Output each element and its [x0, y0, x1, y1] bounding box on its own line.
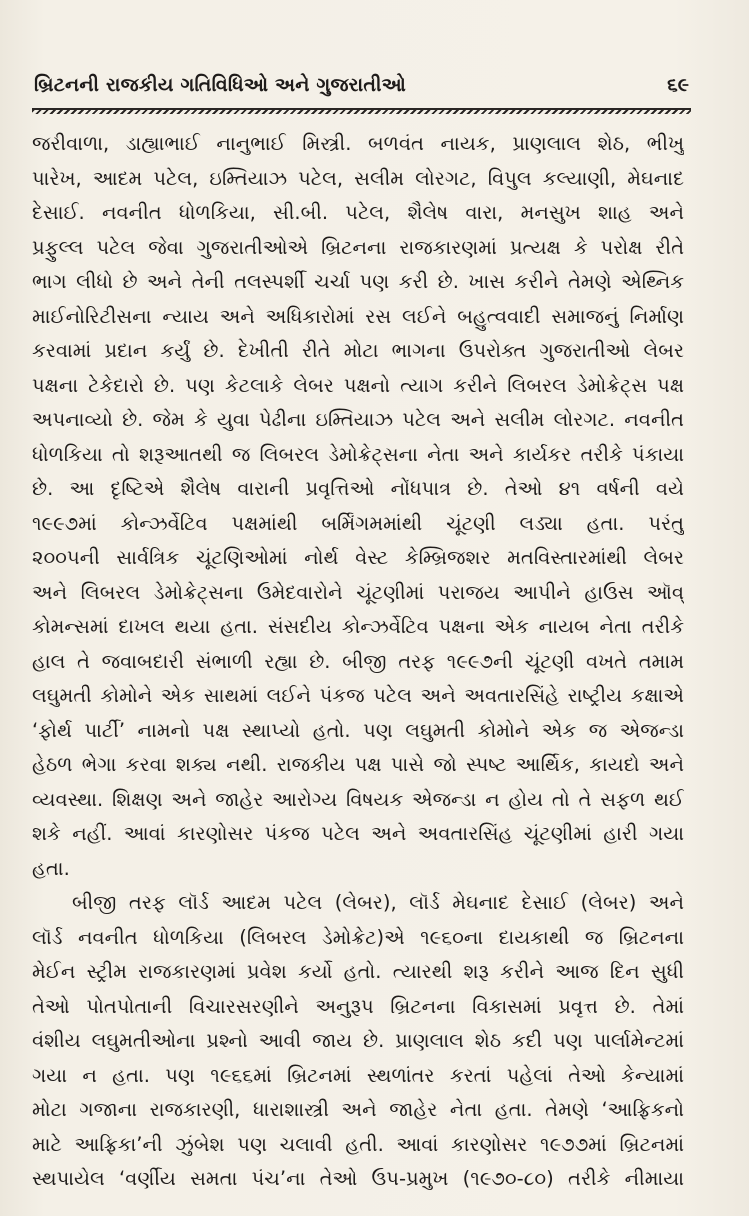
header-rule [32, 108, 691, 114]
text-line: વ્યવસ્થા. શિક્ષણ અને જાહેર આરોગ્ય વિષયક એજન્ડા ન હોય તો તે સફળ થઈ [32, 787, 684, 811]
text-line: લઘુમતી કોમોને એક સાથમાં લઈને પંકજ પટેલ અને અવતારસિંહે રાષ્ટ્રીય કક્ષાએ [32, 684, 684, 707]
text-line: મોટા ગજાના રાજકારણી, ધારાશાસ્ત્રી અને જાહેર નેતા હતા. તેમણે ‘આફ્રિકનો [32, 1098, 684, 1121]
text-line: કોમન્સમાં દાખલ થયા હતા. સંસદીય કોન્ઝર્વેટિવ પક્ષના એક નાયબ નેતા તરીકે [32, 615, 684, 638]
text-line: પારેખ, આદમ પટેલ, ઇમ્તિયાઝ પટેલ, સલીમ લોરગટ, વિપુલ કલ્યાણી, મેઘનાદ [32, 166, 684, 190]
text-line: હતા. [32, 856, 70, 880]
text-line: પ્રફુલ્લ પટેલ જેવા ગુજરાતીઓએ બ્રિટનના રાજકારણમાં પ્રત્યક્ષ કે પરોક્ષ રીતે [32, 235, 684, 259]
text-line: મેઈન સ્ટ્રીમ રાજકારણમાં પ્રવેશ કર્યો હતો. ત્યારથી શરૂ કરીને આજ દિન સુધી [32, 960, 684, 983]
text-line: ભાગ લીધો છે અને તેની તલસ્પર્શી ચર્ચા પણ કરી છે. ખાસ કરીને તેમણે એથ્નિક [32, 270, 684, 293]
text-line: ૨૦૦૫ની સાર્વત્રિક ચૂંટણિઓમાં નોર્થ વેસ્ટ કેમ્બ્રિજશર મતવિસ્તારમાંથી લેબર [32, 546, 684, 569]
text-line: તેઓ પોતપોતાની વિચારસરણીને અનુરૂપ બ્રિટનના વિકાસમાં પ્રવૃત્ત છે. તેમાં [32, 994, 684, 1018]
text-line: હાલ તે જવાબદારી સંભાળી રહ્યા છે. બીજી તરફ ૧૯૯૭ની ચૂંટણી વખતે તમામ [32, 649, 684, 673]
body-text [32, 127, 684, 1197]
text-line: શકે નહીં. આવાં કારણોસર પંકજ પટેલ અને અવતારસિંહ ચૂંટણીમાં હારી ગયા [32, 822, 684, 845]
text-line: સ્થપાયેલ ‘વર્ણીય સમતા પંચ’ના તેઓ ઉપ-પ્રમુખ (૧૯૭૦-૮૦) તરીકે નીમાયા [32, 1167, 684, 1190]
text-line: દેસાઈ. નવનીત ધોળકિયા, સી.બી. પટેલ, શૈલેષ વારા, મનસુખ શાહ અને [32, 201, 684, 224]
text-line: ‘ફોર્થ પાર્ટી’ નામનો પક્ષ સ્થાપ્યો હતો. પણ લઘુમતી કોમોને એક જ એજન્ડા [32, 718, 684, 742]
text-line: વંશીય લઘુમતીઓના પ્રશ્નો આવી જાય છે. પ્રાણલાલ શેઠ કદી પણ પાર્લામેન્ટમાં [32, 1029, 684, 1052]
text-line: હેઠળ ભેગા કરવા શક્ય નથી. રાજકીય પક્ષ પાસે જો સ્પષ્ટ આર્થિક, કાયદો અને [32, 753, 684, 776]
text-line: પક્ષના ટેકેદારો છે. પણ કેટલાકે લેબર પક્ષનો ત્યાગ કરીને લિબરલ ડેમોક્રેટ્સ પક્ષ [32, 373, 684, 397]
page-number: ૬૯ [667, 74, 689, 96]
chapter-title: બ્રિટનની રાજકીય ગતિવિધિઓ અને ગુજરાતીઓ [34, 74, 406, 96]
text-line: માટે આફ્રિકા’ની ઝુંબેશ પણ ચલાવી હતી. આવાં કારણોસર ૧૯૭૭માં બ્રિટનમાં [32, 1132, 684, 1156]
text-line: ૧૯૯૭માં કોન્ઝર્વેટિવ પક્ષમાંથી બર્મિંગમમાંથી ચૂંટણી લડ્યા હતા. પરંતુ [32, 511, 684, 535]
text-line: અને લિબરલ ડેમોક્રેટ્સના ઉમેદવારોને ચૂંટણીમાં પરાજય આપીને હાઉસ ઑવ્ [32, 580, 684, 604]
text-line: માઈનોરિટીસના ન્યાય અને અધિકારોમાં રસ લઈને બહુત્વવાદી સમાજનું નિર્માણ [32, 304, 684, 328]
text-line: ધોળકિયા તો શરૂઆતથી જ લિબરલ ડેમોક્રેટ્સના નેતા અને કાર્યકર તરીકે પંકાયા [32, 442, 684, 466]
text-line: અપનાવ્યો છે. જેમ કે યુવા પેઢીના ઇમ્તિયાઝ પટેલ અને સલીમ લોરગટ. નવનીત [32, 408, 684, 431]
text-line: લૉર્ડ નવનીત ધોળકિયા (લિબરલ ડેમોક્રેટ)એ ૧૯૬૦ના દાયકાથી જ બ્રિટનના [32, 925, 684, 949]
text-line: કરવામાં પ્રદાન કર્યું છે. દેખીતી રીતે મોટા ભાગના ઉપરોક્ત ગુજરાતીઓ લેબર [32, 339, 684, 362]
text-line: બીજી તરફ લૉર્ડ આદમ પટેલ (લેબર), લૉર્ડ મેઘનાદ દેસાઈ (લેબર) અને [72, 891, 684, 914]
text-line: ગયા ન હતા. પણ ૧૯૬૬માં બ્રિટનમાં સ્થળાંતર કરતાં પહેલાં તેઓ કેન્યામાં [32, 1063, 684, 1087]
text-line: છે. આ દૃષ્ટિએ શૈલેષ વારાની પ્રવૃત્તિઓ નોંધપાત્ર છે. તેઓ ૪૧ વર્ષની વયે [32, 477, 684, 500]
running-header [34, 74, 689, 96]
text-line: જરીવાળા, ડાહ્યાભાઈ નાનુભાઈ મિસ્ત્રી. બળવંત નાયક, પ્રાણલાલ શેઠ, ભીખુ [32, 132, 684, 155]
